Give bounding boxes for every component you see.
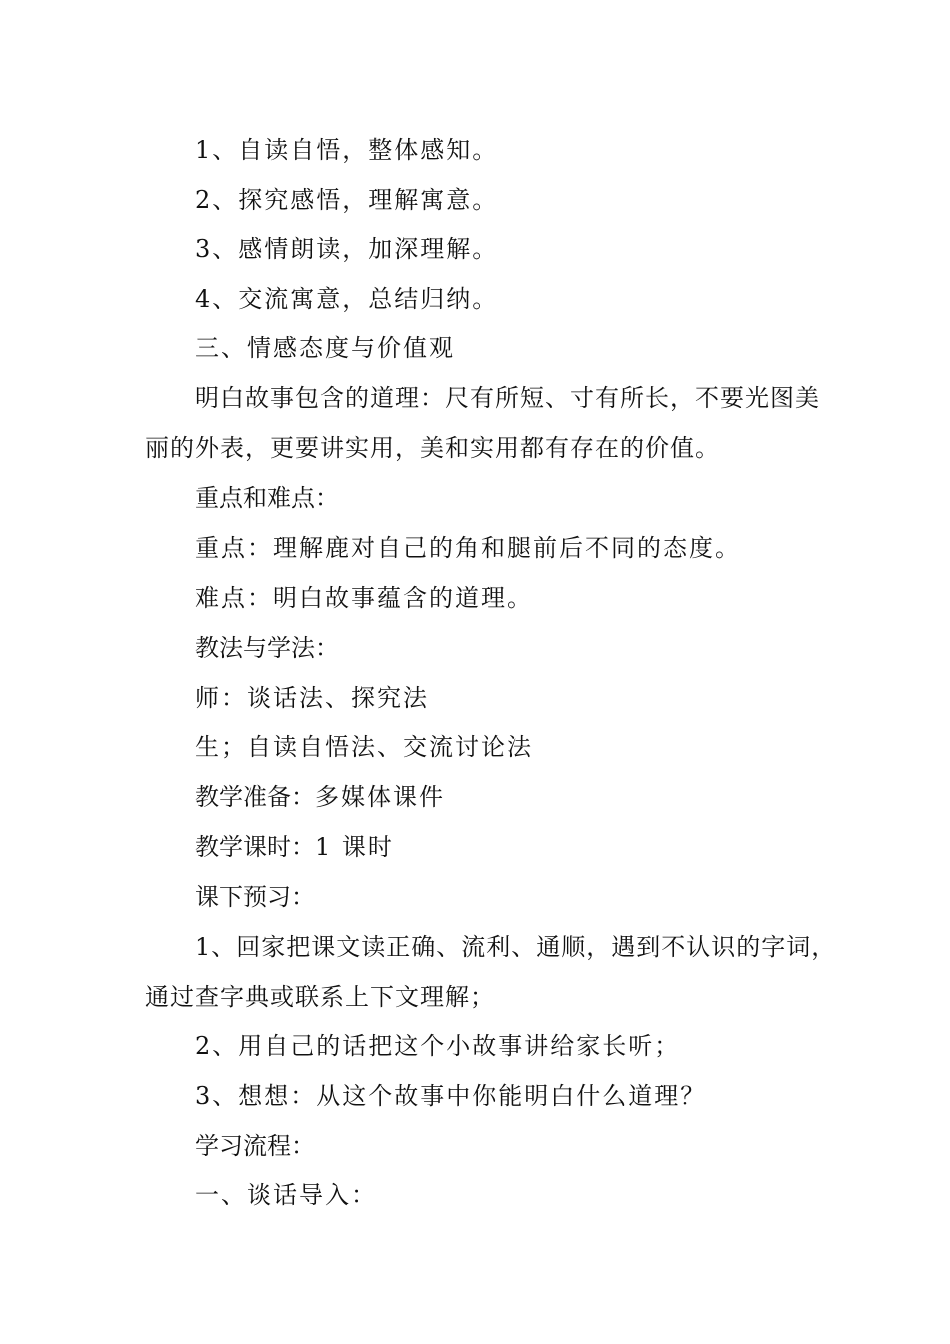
preview-item-1-line-1: 1、回家把课文读正确、流利、通顺，遇到不认识的字词， <box>195 933 837 961</box>
emotion-heading: 三、情感态度与价值观 <box>195 334 455 362</box>
objective-step-1: 1、自读自悟，整体感知。 <box>195 136 499 164</box>
emotion-text-line-1: 明白故事包含的道理：尺有所短、寸有所长，不要光图美 <box>195 384 820 412</box>
key-points-heading: 重点和难点： <box>195 484 339 512</box>
hours-row <box>195 832 394 862</box>
difficulty-text: 难点：明白故事蕴含的道理。 <box>195 584 533 612</box>
preparation-row <box>195 782 445 812</box>
hours-label: 教学课时： <box>195 833 315 861</box>
process-step-1: 一、谈话导入： <box>195 1181 377 1209</box>
objective-step-3: 3、感情朗读，加深理解。 <box>195 235 499 263</box>
hours-value: 1 课时 <box>315 833 394 861</box>
objective-step-2: 2、探究感悟，理解寓意。 <box>195 186 499 214</box>
key-point-text: 重点：理解鹿对自己的角和腿前后不同的态度。 <box>195 534 741 562</box>
preview-item-3: 3、想想：从这个故事中你能明白什么道理？ <box>195 1082 707 1110</box>
emotion-text-line-2: 丽的外表，更要讲实用，美和实用都有存在的价值。 <box>145 434 720 462</box>
preview-heading: 课下预习： <box>195 883 315 911</box>
process-heading: 学习流程： <box>195 1132 315 1160</box>
preparation-value: 多媒体课件 <box>315 783 445 811</box>
preparation-label: 教学准备： <box>195 783 315 811</box>
methods-heading: 教法与学法： <box>195 634 339 662</box>
preview-item-2: 2、用自己的话把这个小故事讲给家长听； <box>195 1032 681 1060</box>
objective-step-4: 4、交流寓意，总结归纳。 <box>195 285 499 313</box>
preview-item-1-line-2: 通过查字典或联系上下文理解； <box>145 983 495 1011</box>
student-method: 生；自读自悟法、交流讨论法 <box>195 733 533 761</box>
teacher-method: 师：谈话法、探究法 <box>195 684 429 712</box>
